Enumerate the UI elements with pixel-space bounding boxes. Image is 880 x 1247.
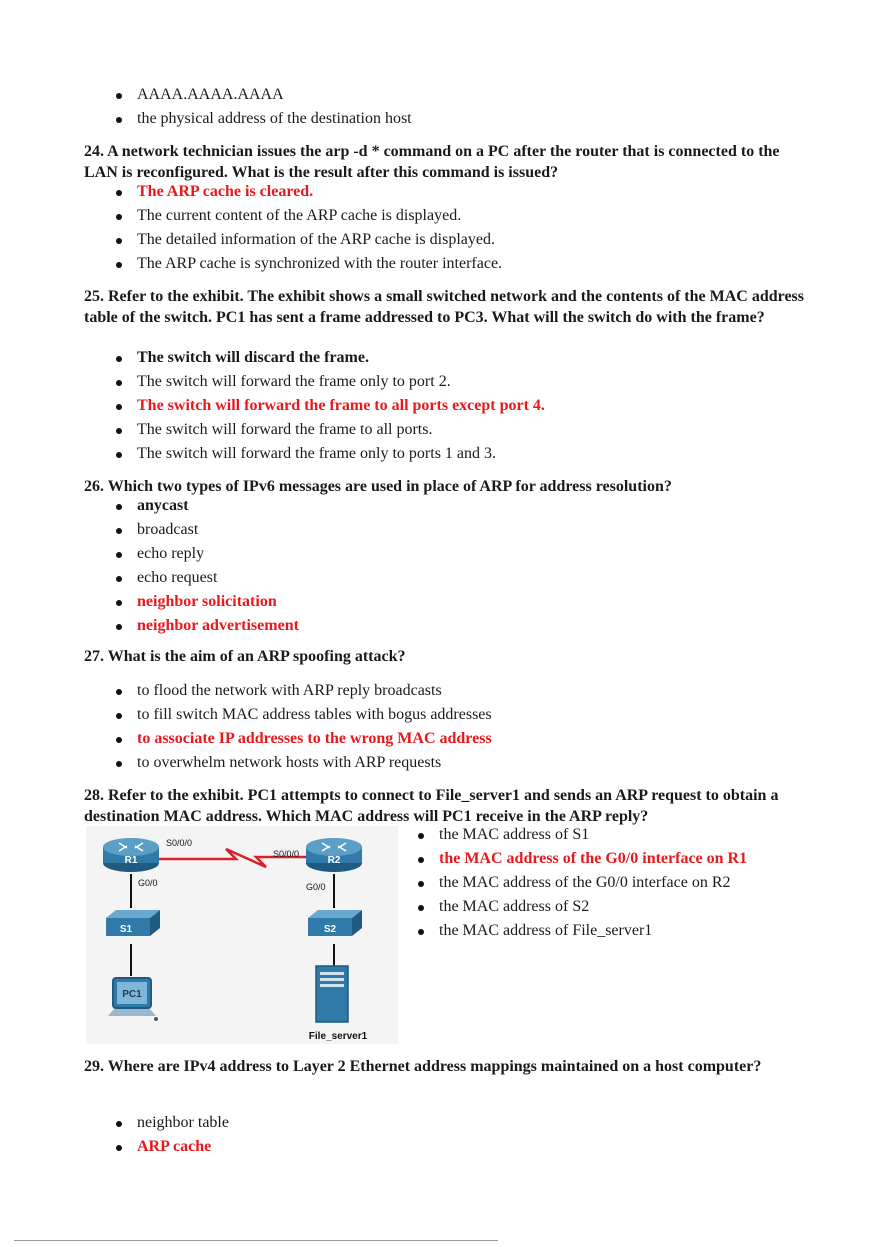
option-correct: The ARP cache is cleared. [137, 180, 502, 204]
option: the MAC address of S2 [439, 895, 747, 919]
option-correct: to associate IP addresses to the wrong MAC address [137, 727, 492, 751]
option: echo reply [137, 542, 299, 566]
r2-label: R2 [327, 855, 341, 866]
server-label: File_server1 [308, 1031, 368, 1042]
q24-options [137, 180, 502, 276]
option: neighbor table [137, 1111, 229, 1135]
option: The switch will discard the frame. [137, 346, 545, 370]
question-24: 24. A network technician issues the arp -d * command on a PC after the router that is connected to the LAN is reconfigured. What is the result after this command is issued? [84, 143, 780, 181]
q25-options [137, 346, 545, 466]
option: The current content of the ARP cache is displayed. [137, 204, 502, 228]
switch-icon [106, 910, 160, 936]
option: the physical address of the destination host [137, 107, 412, 131]
option: The detailed information of the ARP cache is displayed. [137, 228, 502, 252]
option: broadcast [137, 518, 299, 542]
question-26: 26. Which two types of IPv6 messages are used in place of ARP for address resolution? [84, 478, 672, 495]
option: echo request [137, 566, 299, 590]
footer-divider [14, 1240, 498, 1241]
option-correct: neighbor advertisement [137, 614, 299, 638]
question-27: 27. What is the aim of an ARP spoofing attack? [84, 648, 406, 665]
q27-options [137, 679, 492, 775]
option: The switch will forward the frame to all ports. [137, 418, 545, 442]
option-correct: the MAC address of the G0/0 interface on R1 [439, 847, 747, 871]
option: The switch will forward the frame only to port 2. [137, 370, 545, 394]
option: the MAC address of S1 [439, 823, 747, 847]
option: to flood the network with ARP reply broadcasts [137, 679, 492, 703]
option: The ARP cache is synchronized with the router interface. [137, 252, 502, 276]
network-exhibit-diagram [86, 826, 398, 1044]
option: the MAC address of the G0/0 interface on R2 [439, 871, 747, 895]
serial-left-label: S0/0/0 [166, 838, 193, 848]
option-correct: The switch will forward the frame to all ports except port 4. [137, 394, 545, 418]
pc1-label: PC1 [122, 989, 142, 1000]
option: to overwhelm network hosts with ARP requests [137, 751, 492, 775]
option: AAAA.AAAA.AAAA [137, 83, 412, 107]
question-25: 25. Refer to the exhibit. The exhibit shows a small switched network and the contents of the MAC address table of the switch. PC1 has sent a frame addressed to PC3. What will the switch do with the frame? [84, 288, 804, 326]
server-icon [316, 966, 348, 1022]
option-correct: ARP cache [137, 1135, 229, 1159]
option-correct: neighbor solicitation [137, 590, 299, 614]
question-28: 28. Refer to the exhibit. PC1 attempts to connect to File_server1 and sends an ARP request to obtain a destination MAC address. Which MAC address will PC1 receive in the ARP reply? [84, 787, 779, 825]
q29-options [137, 1111, 229, 1159]
option: anycast [137, 494, 299, 518]
option: to fill switch MAC address tables with bogus addresses [137, 703, 492, 727]
option: the MAC address of File_server1 [439, 919, 747, 943]
s2-label: S2 [323, 924, 337, 935]
serial-right-label: S0/0/0 [273, 849, 300, 859]
question-29: 29. Where are IPv4 address to Layer 2 Ethernet address mappings maintained on a host computer? [84, 1058, 762, 1075]
option: The switch will forward the frame only to ports 1 and 3. [137, 442, 545, 466]
s1-label: S1 [119, 924, 133, 935]
q26-options [137, 494, 299, 638]
g-right-label: G0/0 [306, 882, 326, 892]
q28-options [439, 823, 747, 943]
r1-label: R1 [124, 855, 138, 866]
g-left-label: G0/0 [138, 878, 158, 888]
q23-options [137, 83, 412, 131]
